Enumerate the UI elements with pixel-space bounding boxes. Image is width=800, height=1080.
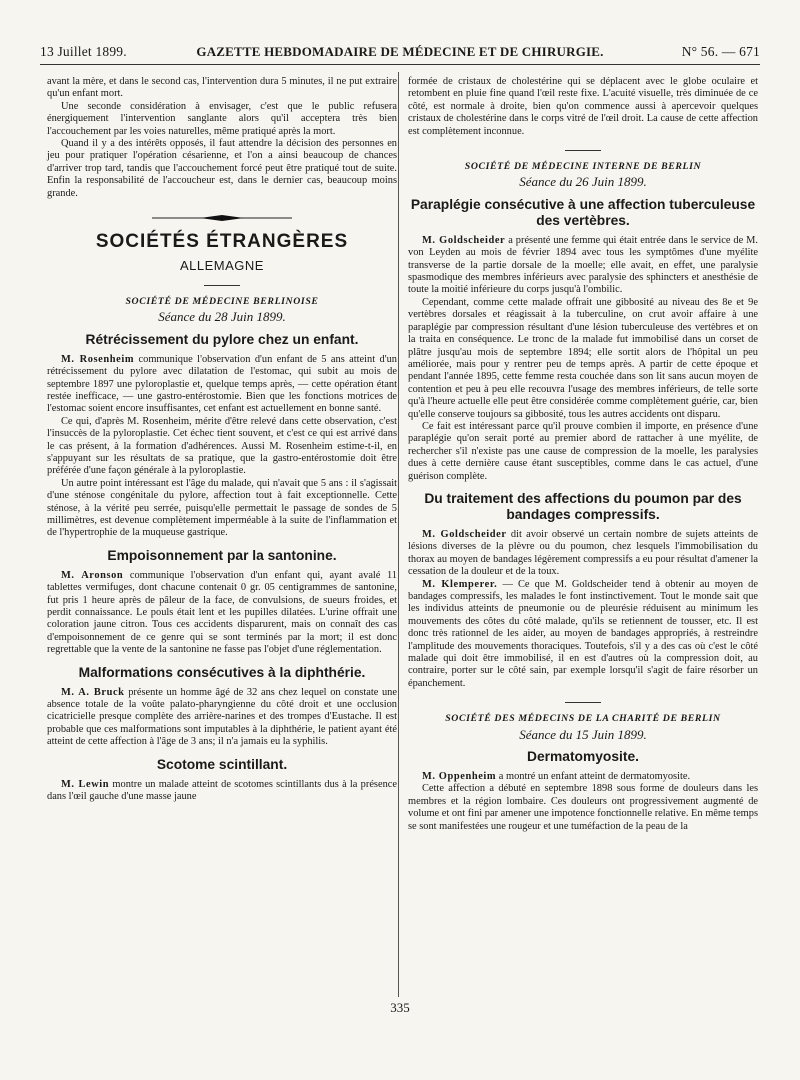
seance-date: Séance du 28 Juin 1899. (158, 309, 286, 325)
paragraph (408, 529, 758, 579)
paragraph-text: montre un malade atteint de scotomes scintillants dus à la présence dans l'œil gauche d'une masse jaune (47, 778, 398, 803)
speaker-name: M. Lewin (61, 778, 110, 790)
paragraph-text: présente un homme âgé de 32 ans chez lequel on constate une absence totale de la voûte palato-pharyngienne du côté droit et une occlusion cicatricielle presque complète des arrière-narines et des trompes d'Eustache. Il est probable que ces malformations sont imputables à la diphthérie, le patient ayant été atteint de cette affection à l'âge de 3 ans; il n'a jamais eu la syphilis. (47, 686, 397, 748)
paragraph: Une seconde considération à envisager, c'est que le public refusera énergiquement l'intervention sanglante alors qu'il acceptera très bien l'accouchement par les voies naturelles, même pratiqué après la mort. (47, 100, 397, 137)
ornament-rule (47, 214, 397, 222)
speaker-name: M. Rosenheim (61, 353, 135, 365)
paragraph-text: — Ce que M. Goldscheider tend à obtenir au moyen de bandages compressifs, les malades le font instinctivement. Tout le monde sait que les individus atteints de pneumonie ou de pleurésie réduisent au minimum les mouvements des côtes du côté malade, qu'ils se retiennent de tousser, etc. Il est donc très rationnel de les aider, au moyen de bandages appropriés, à restreindre l'amplitude des mouvements thoraciques. Toutefois, s'il y a des cas où c'est le côté malade qui doit être immobilisé, il en est d'autres où la compression doit, au contraire, porter sur le côté sain, par exemple lorsqu'il s'agit de faire résorber un épanchement. (408, 578, 758, 689)
paragraph: formée de cristaux de cholestérine qui se déplacent avec le globe oculaire et retombent en pluie fine quand l'œil reste fixe. L'acuité visuelle, très diminuée de ce côté, est normale à droite, bien qu'on commence aussi à apercevoir quelques cristaux de cholestérine dans le corps vitré de l'œil droit. La cause de cette affection est complètement inconnue. (408, 76, 758, 137)
paragraph (47, 354, 397, 416)
header-rule (40, 64, 760, 65)
country-heading: ALLEMAGNE (180, 258, 264, 274)
article-title: Paraplégie consécutive à une affection tuberculeuse des vertèbres. (410, 196, 756, 228)
paragraph-text: communique l'observation d'un enfant qui, ayant avalé 11 tablettes vermifuges, dont chacune contenait 0 gr. 05 centigrammes de santonine, fut pris 1 heure après de pâleur de la face, de convulsions, de sueurs froides, et perdit connaissance. Le pouls était lent et les pupilles dilatées. L'urine offrait une coloration jaune citron. Tous ces accidents disparurent, mais on connaît des cas d'empoisonnement de ce genre qui se sont terminés par la mort; il est donc regrettable que la vente de la santonine ne fasse pas l'objet d'une réglementation. (47, 569, 397, 656)
paragraph (408, 579, 758, 691)
paragraph: Un autre point intéressant est l'âge du malade, qui n'avait que 5 ans : il s'agissait d'une sténose congénitale du pylore, affection tout à fait exceptionnelle. Cette sténose, à la vérité peu serrée, puisqu'elle permettait le passage de sondes de 5 millimètres, est devenue complètement imperméable à la suite de l'inflammation et de l'hypertrophie de la muqueuse gastrique. (47, 477, 397, 539)
paragraph: Cependant, comme cette malade offrait une gibbosité au niveau des 8e et 9e vertèbres dorsales et réagissait à la tuberculine, on crut avoir affaire à une paraplégie par compression résultant d'une lésion tuberculeuse des vertèbres et on la traita en conséquence. Le tronc de la malade fut immobilisé dans un corset de plâtre jusqu'au mois de septembre 1894; elle sortit alors de l'hôpital un peu améliorée, mais pour y rentrer peu de temps après. A partir de cette époque et pendant l'année 1895, cette femme resta couchée dans son lit sans aucun moyen de contention et peu à peu elle recouvra l'usage des membres inférieurs, de telle sorte qu'à l'heure actuelle elle peut être considérée comme complètement guérie, car, bien qu'elle conserve toujours sa gibbosité, tous les autres accidents ont disparu. (408, 296, 758, 420)
paragraph (47, 570, 397, 657)
header-journal-title: GAZETTE HEBDOMADAIRE DE MÉDECINE ET DE CHIRURGIE. (196, 44, 604, 59)
speaker-name: M. Oppenheim (422, 771, 497, 783)
speaker-name: M. Goldscheider (422, 528, 507, 540)
paragraph: Ce fait est intéressant parce qu'il prouve combien il importe, en présence d'une paraplégie qu'on serait porté au premier abord de rattacher à une myélite, de rechercher s'il n'existe pas une cause de compression de la moelle, les paralysies dues à cette dernière cause étant susceptibles, comme dans le cas actuel, d'une guérison complète. (408, 420, 758, 482)
paragraph (408, 771, 758, 783)
paragraph: Cette affection a débuté en septembre 1898 sous forme de douleurs dans les membres et la région lombaire. Ces douleurs ont progressivement augmenté de volume et ont fini par amener une impotence fonctionnelle relative. En même temps se sont manifestées une rougeur et une tuméfaction de la peau de la (408, 783, 758, 832)
paragraph (47, 779, 397, 804)
left-column (47, 76, 397, 803)
society-heading: SOCIÉTÉ DE MÉDECINE BERLINOISE (125, 295, 319, 307)
short-rule (204, 285, 240, 286)
running-header (40, 44, 760, 66)
paragraph: Ce qui, d'après M. Rosenheim, mérite d'être relevé dans cette observation, c'est l'insuccès de la pyloroplastie. Cet échec tient souvent, et c'est ce qui est arrivé dans le cas présent, à la formation d'adhérences. Aussi M. Rosenheim estime-t-il, en s'appuyant sur les résultats de sa pratique, que la gastro-entérostomie doit être préférée d'une façon générale à la pyloroplastie. (47, 415, 397, 477)
right-column (408, 76, 758, 833)
paragraph (47, 687, 397, 749)
header-date: 13 Juillet 1899. (40, 44, 127, 59)
article-title: Dermatomyosite. (527, 749, 639, 765)
society-heading: SOCIÉTÉ DES MÉDECINS DE LA CHARITÉ DE BERLIN (445, 713, 721, 725)
speaker-name: M. A. Bruck (61, 686, 125, 698)
header-issue-page: N° 56. — 671 (681, 44, 760, 59)
paragraph (408, 235, 758, 297)
speaker-name: M. Goldscheider (422, 234, 506, 246)
article-title: Du traitement des affections du poumon par des bandages compressifs. (424, 490, 742, 522)
column-divider (398, 72, 399, 997)
short-rule (565, 702, 601, 703)
speaker-name: M. Klemperer. (422, 578, 498, 590)
paragraph: Quand il y a des intérêts opposés, il faut attendre la décision des personnes en jeu pour pratiquer l'opération césarienne, et l'on a ainsi beaucoup de chances d'arriver trop tard, tandis que l'accouchement forcé peut être pratiqué tout de suite. Enfin la responsabilité de l'accoucheur est, dans le dernier cas, beaucoup moins grande. (47, 138, 397, 199)
speaker-name: M. Aronson (61, 569, 124, 581)
page-number: 335 (390, 1000, 410, 1015)
article-title: Rétrécissement du pylore chez un enfant. (85, 331, 359, 347)
section-title: SOCIÉTÉS ÉTRANGÈRES (95, 231, 349, 253)
paragraph-text: a présenté une femme qui était entrée dans le service de M. von Leyden au mois de février 1894 avec tous les symptômes d'une myélite transverse de la partie dorsale de la moelle; elle avait, en effet, une paralysie spasmodique des membres inférieurs avec paralysie des sphincters et anesthésie de toute la moitié inférieure du corps jusqu'à l'ombilic. (408, 234, 758, 296)
seance-date: Séance du 26 Juin 1899. (519, 174, 647, 190)
ornament-rule-icon (152, 214, 292, 222)
seance-date: Séance du 15 Juin 1899. (519, 726, 647, 742)
paragraph-text: a montré un enfant atteint de dermatomyosite. (498, 771, 691, 783)
article-title: Malformations consécutives à la diphthérie. (78, 664, 366, 680)
short-rule (565, 150, 601, 151)
society-heading: SOCIÉTÉ DE MÉDECINE INTERNE DE BERLIN (464, 161, 702, 173)
paragraph-text: communique l'observation d'un enfant de 5 ans atteint d'un rétrécissement du pylore avec dilatation de l'estomac, qui subit au mois de septembre 1897 une pyloroplastie et, quelque temps après, — cette opération étant restée inefficace, — une gastro-entérostomie. Bien que les fonctions motrices de l'estomac soient encore insuffisantes, cet enfant est actuellement en bonne santé. (47, 353, 397, 415)
paragraph-text: dit avoir observé un certain nombre de sujets atteints de lésions diverses de la plèvre ou du poumon, chez lesquels l'immobilisation du thorax au moyen de bandages légèrement compressifs a eu pour résultat d'amener la cessation de la douleur et de la toux. (408, 528, 758, 578)
paragraph: avant la mère, et dans le second cas, l'intervention dura 5 minutes, il ne put extraire qu'un enfant mort. (47, 76, 397, 100)
article-title: Scotome scintillant. (156, 756, 288, 772)
article-title: Empoisonnement par la santonine. (107, 547, 337, 563)
